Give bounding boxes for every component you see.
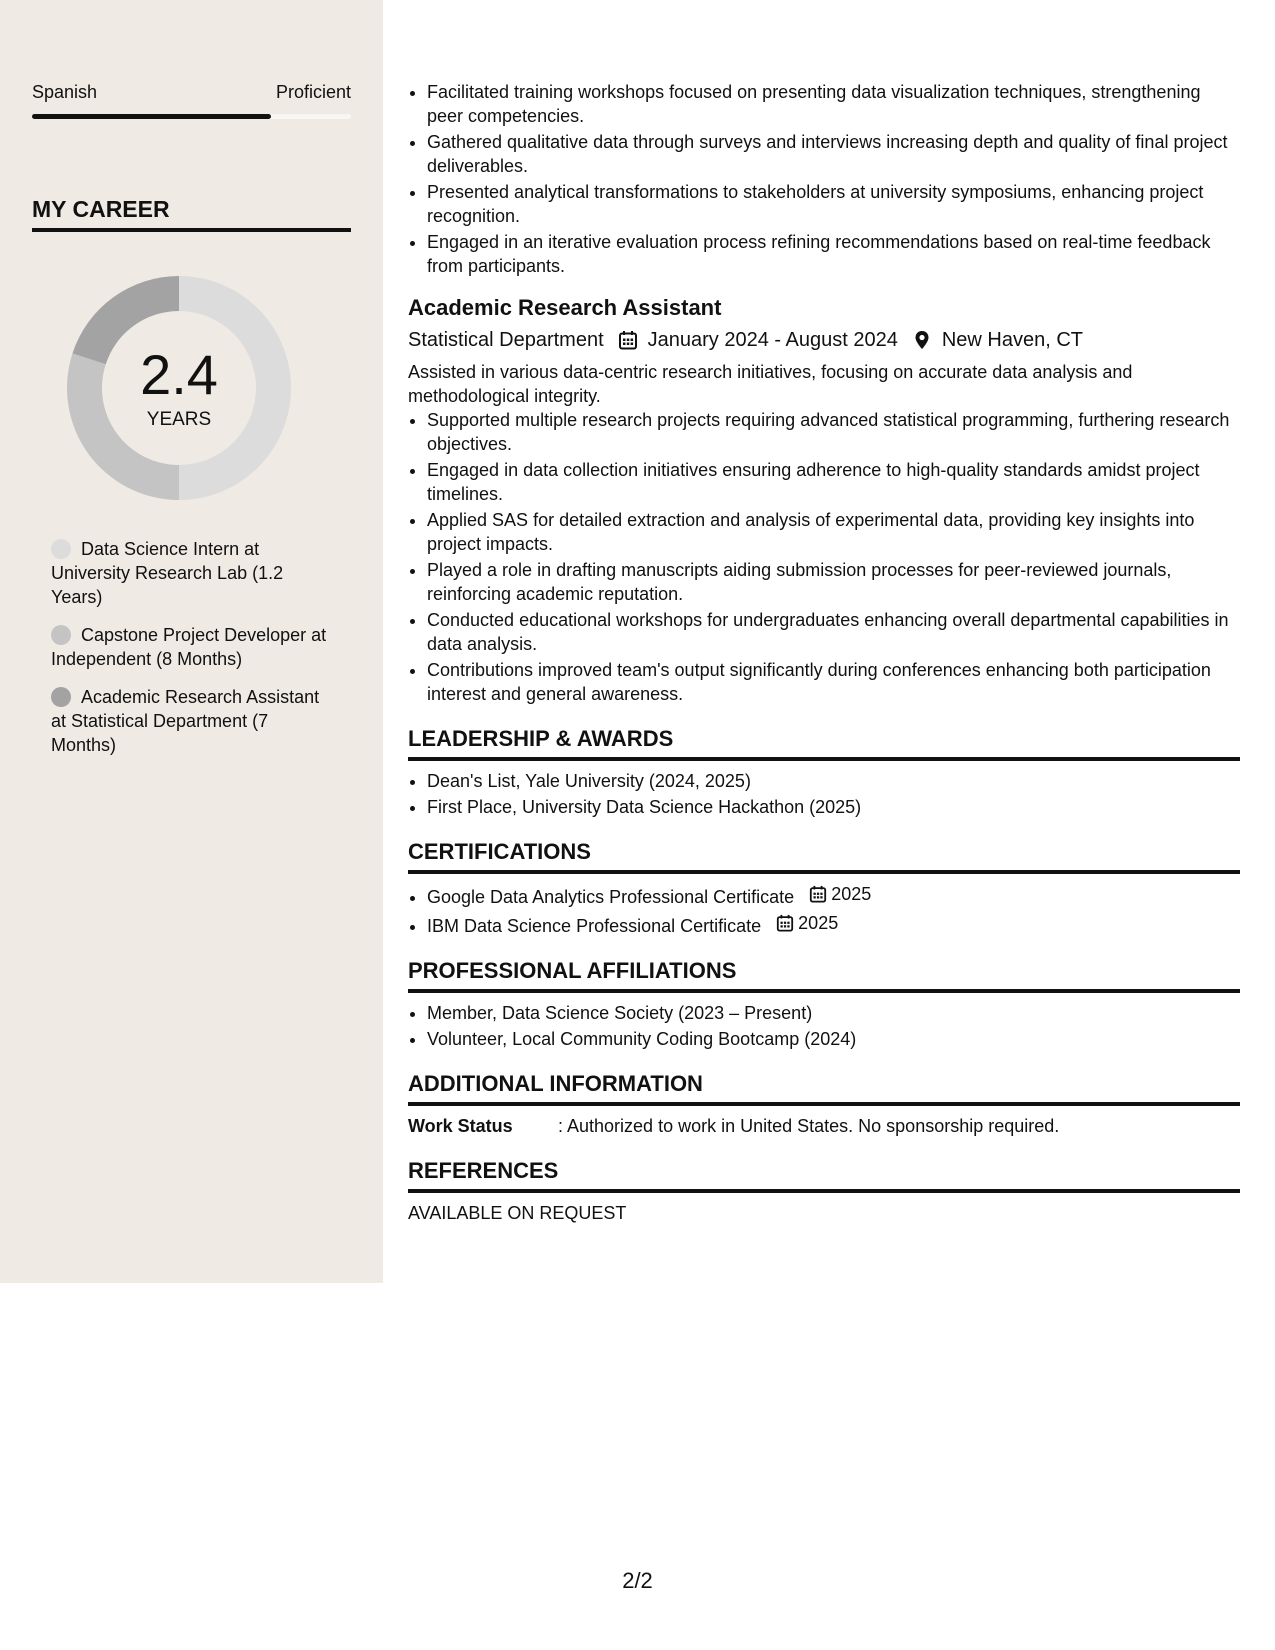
career-legend xyxy=(51,537,331,771)
list-item: • Engaged in an iterative evaluation process refining recommendations based on real-time feedback from participants. xyxy=(427,230,1240,278)
job-bullets xyxy=(408,408,1240,706)
job-meta xyxy=(408,326,1240,354)
job-location: New Haven, CT xyxy=(941,329,1083,351)
references-text: AVAILABLE ON REQUEST xyxy=(408,1203,627,1223)
page-number: 2/2 xyxy=(622,1568,653,1593)
language-name: Spanish xyxy=(32,82,98,102)
career-donut-chart xyxy=(66,275,292,501)
calendar-icon xyxy=(776,914,794,932)
legend-label: Data Science Intern at University Research Lab (1.2 Years) xyxy=(51,539,284,607)
certification-item xyxy=(427,911,1240,938)
list-item: • Played a role in drafting manuscripts aiding submission processes for peer-reviewed journals, reinforcing academic reputation. xyxy=(427,558,1240,606)
legend-label: Academic Research Assistant at Statistical Department (7 Months) xyxy=(51,687,320,755)
list-item: • Gathered qualitative data through surveys and interviews increasing depth and quality of final project deliverables. xyxy=(427,130,1240,178)
list-item: • First Place, University Data Science Hackathon (2025) xyxy=(427,795,1240,819)
leadership-heading: LEADERSHIP & AWARDS xyxy=(408,724,1240,761)
list-item: • Applied SAS for detailed extraction and analysis of experimental data, providing key insights into project impacts. xyxy=(427,508,1240,556)
list-item: • Member, Data Science Society (2023 – Present) xyxy=(427,1001,1240,1025)
certification-name: Google Data Analytics Professional Certificate xyxy=(427,887,795,907)
legend-dot xyxy=(51,539,71,559)
language-row xyxy=(32,82,351,103)
language-proficiency-fill xyxy=(32,114,271,119)
career-total-unit: YEARS xyxy=(146,409,212,430)
certifications-list xyxy=(408,882,1240,938)
job-title: Academic Research Assistant xyxy=(408,295,722,320)
list-item: • Contributions improved team's output significantly during conferences enhancing both participation interest and general awareness. xyxy=(427,658,1240,706)
calendar-icon xyxy=(809,885,827,903)
work-status-row xyxy=(408,1114,1240,1138)
legend-label: Capstone Project Developer at Independent (8 Months) xyxy=(51,625,327,669)
certification-year: 2025 xyxy=(798,913,839,933)
career-heading: MY CAREER xyxy=(32,196,351,232)
previous-job-bullets xyxy=(408,80,1240,278)
job-dates: January 2024 - August 2024 xyxy=(647,329,898,351)
list-item: • Dean's List, Yale University (2024, 2025) xyxy=(427,769,1240,793)
career-total-value: 2.4 xyxy=(140,343,218,406)
calendar-icon xyxy=(618,330,638,350)
list-item: • Facilitated training workshops focused on presenting data visualization techniques, strengthening peer competencies. xyxy=(427,80,1240,128)
certifications-heading: CERTIFICATIONS xyxy=(408,837,1240,874)
legend-item xyxy=(51,537,331,609)
additional-info-heading: ADDITIONAL INFORMATION xyxy=(408,1069,1240,1106)
leadership-list xyxy=(408,769,1240,819)
legend-item xyxy=(51,623,331,671)
legend-item xyxy=(51,685,331,757)
list-item: • Engaged in data collection initiatives ensuring adherence to high-quality standards amidst project timelines. xyxy=(427,458,1240,506)
certification-year: 2025 xyxy=(831,884,872,904)
references-heading: REFERENCES xyxy=(408,1156,1240,1193)
list-item: • Supported multiple research projects requiring advanced statistical programming, furthering research objectives. xyxy=(427,408,1240,456)
list-item: • Conducted educational workshops for undergraduates enhancing overall departmental capabilities in data analysis. xyxy=(427,608,1240,656)
affiliations-list xyxy=(408,1001,1240,1051)
job-organization: Statistical Department xyxy=(408,329,604,351)
job-description: Assisted in various data-centric research initiatives, focusing on accurate data analysis and methodological integrity. xyxy=(408,362,1133,406)
work-status-label: Work Status xyxy=(408,1116,513,1136)
affiliations-heading: PROFESSIONAL AFFILIATIONS xyxy=(408,956,1240,993)
legend-dot xyxy=(51,625,71,645)
list-item: • Volunteer, Local Community Coding Bootcamp (2024) xyxy=(427,1027,1240,1051)
location-pin-icon xyxy=(912,330,932,350)
language-proficiency-bar xyxy=(32,114,351,119)
sidebar xyxy=(0,0,383,1283)
main-content xyxy=(408,80,1240,1225)
legend-dot xyxy=(51,687,71,707)
list-item: • Presented analytical transformations to stakeholders at university symposiums, enhancing project recognition. xyxy=(427,180,1240,228)
certification-item xyxy=(427,882,1240,909)
language-level: Proficient xyxy=(275,82,351,102)
certification-name: IBM Data Science Professional Certificate xyxy=(427,916,762,936)
work-status-value: : Authorized to work in United States. No sponsorship required. xyxy=(558,1116,1060,1136)
